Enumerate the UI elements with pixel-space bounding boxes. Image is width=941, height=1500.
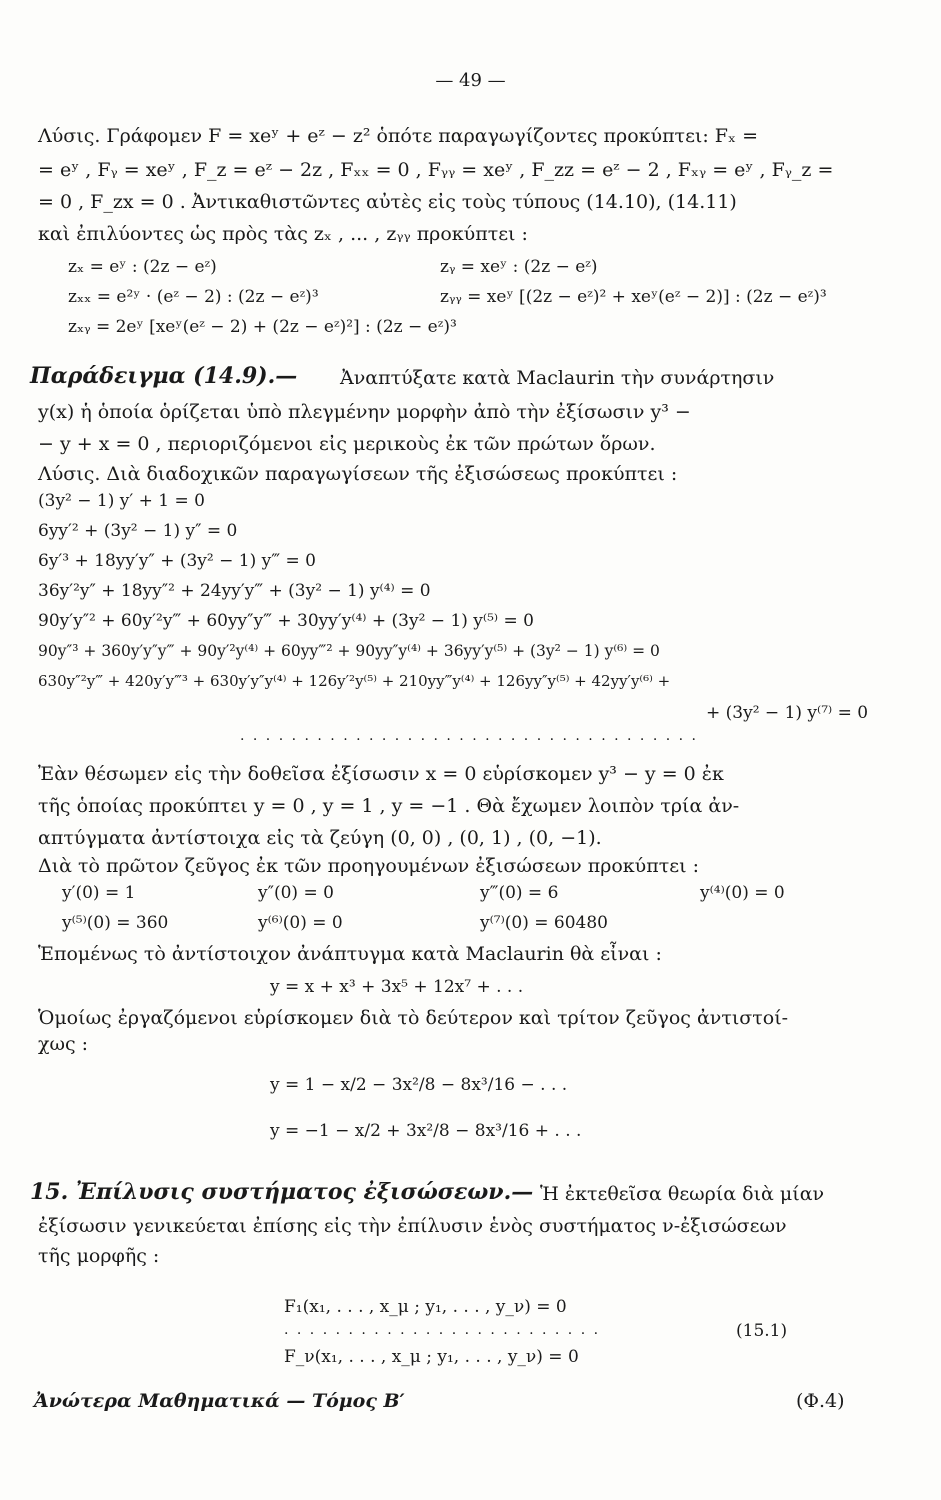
text-line: Ὁμοίως ἐργαζόμενοι εὑρίσκομεν διὰ τὸ δεύτερον καὶ τρίτον ζεῦγος ἀντιστοί- — [38, 1007, 789, 1029]
system-equation-2: F_ν(x₁, . . . , x_μ ; y₁, . . . , y_ν) = 0 — [284, 1347, 579, 1367]
text-line: Λύσις. Γράφομεν F = xeʸ + eᶻ − z² ὁπότε παραγωγίζοντες προκύπτει: Fₓ = — [38, 125, 758, 147]
text-line: = 0 , F_zx = 0 . Ἀντικαθιστῶντες αὐτὲς εἰς τοὺς τύπους (14.10), (14.11) — [38, 191, 737, 213]
text-line: τῆς μορφῆς : — [38, 1245, 160, 1267]
derivative-eq-3: 6y′³ + 18yy′y″ + (3y² − 1) y‴ = 0 — [38, 551, 316, 571]
system-equation-1: F₁(x₁, . . . , x_μ ; y₁, . . . , y_ν) = 0 — [284, 1297, 567, 1317]
initial-value: y″(0) = 0 — [258, 883, 334, 903]
derivative-eq-1: (3y² − 1) y′ + 1 = 0 — [38, 491, 205, 511]
footer-title: Ἀνώτερα Μαθηματικά — Τόμος Β′ — [34, 1390, 405, 1412]
equation-zxy: zₓᵧ = 2eʸ [xeʸ(eᶻ − 2) + (2z − eᶻ)²] : (2z − eᶻ)³ — [68, 317, 457, 337]
text-line: Ἡ ἐκτεθεῖσα θεωρία διὰ μίαν — [540, 1183, 825, 1205]
dotted-separator: . . . . . . . . . . . . . . . . . . . . . . . . . . . . . . . . . . . . — [240, 728, 698, 744]
maclaurin-series-2: y = 1 − x/2 − 3x²/8 − 8x³/16 − . . . — [270, 1075, 568, 1095]
equation-zx: zₓ = eʸ : (2z − eᶻ) — [68, 257, 217, 277]
derivative-eq-5: 90y′y″² + 60y′²y‴ + 60yy″y‴ + 30yy′y⁽⁴⁾ + (3y² − 1) y⁽⁵⁾ = 0 — [38, 611, 534, 631]
system-dots: . . . . . . . . . . . . . . . . . . . . . . . . . — [284, 1322, 601, 1338]
equation-zy: zᵧ = xeʸ : (2z − eᶻ) — [440, 257, 598, 277]
initial-value: y⁽⁶⁾(0) = 0 — [258, 913, 343, 933]
text-line: − y + x = 0 , περιοριζόμενοι εἰς μερικοὺς ἐκ τῶν πρώτων ὅρων. — [38, 433, 656, 455]
text-line: απτύγματα ἀντίστοιχα εἰς τὰ ζεύγη (0, 0) , (0, 1) , (0, −1). — [38, 827, 602, 849]
page-number: — 49 — — [435, 70, 506, 91]
derivative-eq-8: + (3y² − 1) y⁽⁷⁾ = 0 — [706, 703, 869, 723]
derivative-eq-4: 36y′²y″ + 18yy″² + 24yy′y‴ + (3y² − 1) y⁽⁴⁾ = 0 — [38, 581, 431, 601]
text-line: Ἀναπτύξατε κατὰ Maclaurin τὴν συνάρτησιν — [340, 367, 775, 389]
text-line: Λύσις. Διὰ διαδοχικῶν παραγωγίσεων τῆς ἐξισώσεως προκύπτει : — [38, 463, 678, 485]
text-line: = eʸ , Fᵧ = xeʸ , F_z = eᶻ − 2z , Fₓₓ = 0 , Fᵧᵧ = xeʸ , F_zz = eᶻ − 2 , Fₓᵧ = eʸ , Fᵧ_z = — [38, 159, 834, 181]
text-line: χως : — [38, 1033, 89, 1055]
derivative-eq-7: 630y″²y‴ + 420y′y‴³ + 630y′y″y⁽⁴⁾ + 126y′²y⁽⁵⁾ + 210yy‴y⁽⁴⁾ + 126yy″y⁽⁵⁾ + 42yy′y⁽⁶⁾ + — [38, 672, 671, 690]
text-line: y(x) ἡ ὁποία ὁρίζεται ὑπὸ πλεγμένην μορφὴν ἀπὸ τὴν ἐξίσωσιν y³ − — [38, 401, 691, 423]
maclaurin-series-3: y = −1 − x/2 + 3x²/8 − 8x³/16 + . . . — [270, 1121, 582, 1141]
derivative-eq-6: 90y″³ + 360y′y″y‴ + 90y′²y⁽⁴⁾ + 60yy‴² + 90yy″y⁽⁴⁾ + 36yy′y⁽⁵⁾ + (3y² − 1) y⁽⁶⁾ = 0 — [38, 642, 660, 660]
initial-value: y′(0) = 1 — [62, 883, 136, 903]
section-heading: 15. Ἐπίλυσις συστήματος ἐξισώσεων.— — [30, 1179, 534, 1205]
footer-signature: (Φ.4) — [796, 1390, 845, 1412]
text-line: καὶ ἐπιλύοντες ὡς πρὸς τὰς zₓ , ... , zᵧᵧ προκύπτει : — [38, 223, 528, 245]
text-line: Διὰ τὸ πρῶτον ζεῦγος ἐκ τῶν προηγουμένων ἐξισώσεων προκύπτει : — [38, 855, 699, 877]
initial-value: y⁽⁷⁾(0) = 60480 — [480, 913, 608, 933]
example-heading: Παράδειγμα (14.9).— — [30, 363, 298, 389]
equation-number: (15.1) — [736, 1321, 788, 1341]
maclaurin-series-1: y = x + x³ + 3x⁵ + 12x⁷ + . . . — [270, 977, 524, 997]
initial-value: y‴(0) = 6 — [480, 883, 559, 903]
text-line: Ἑπομένως τὸ ἀντίστοιχον ἀνάπτυγμα κατὰ Maclaurin θὰ εἶναι : — [38, 943, 662, 965]
text-line: τῆς ὁποίας προκύπτει y = 0 , y = 1 , y = −1 . Θὰ ἔχωμεν λοιπὸν τρία ἀν- — [38, 795, 740, 817]
text-line: ἐξίσωσιν γενικεύεται ἐπίσης εἰς τὴν ἐπίλυσιν ἑνὸς συστήματος ν-ἐξισώσεων — [38, 1215, 787, 1237]
initial-value: y⁽⁵⁾(0) = 360 — [62, 913, 169, 933]
equation-zyy: zᵧᵧ = xeʸ [(2z − eᶻ)² + xeʸ(eᶻ − 2)] : (2z − eᶻ)³ — [440, 287, 827, 307]
initial-value: y⁽⁴⁾(0) = 0 — [700, 883, 785, 903]
derivative-eq-2: 6yy′² + (3y² − 1) y″ = 0 — [38, 521, 238, 541]
text-line: Ἐὰν θέσωμεν εἰς τὴν δοθεῖσα ἐξίσωσιν x = 0 εὑρίσκομεν y³ − y = 0 ἐκ — [38, 763, 724, 785]
equation-zxx: zₓₓ = e²ʸ · (eᶻ − 2) : (2z − eᶻ)³ — [68, 287, 319, 307]
